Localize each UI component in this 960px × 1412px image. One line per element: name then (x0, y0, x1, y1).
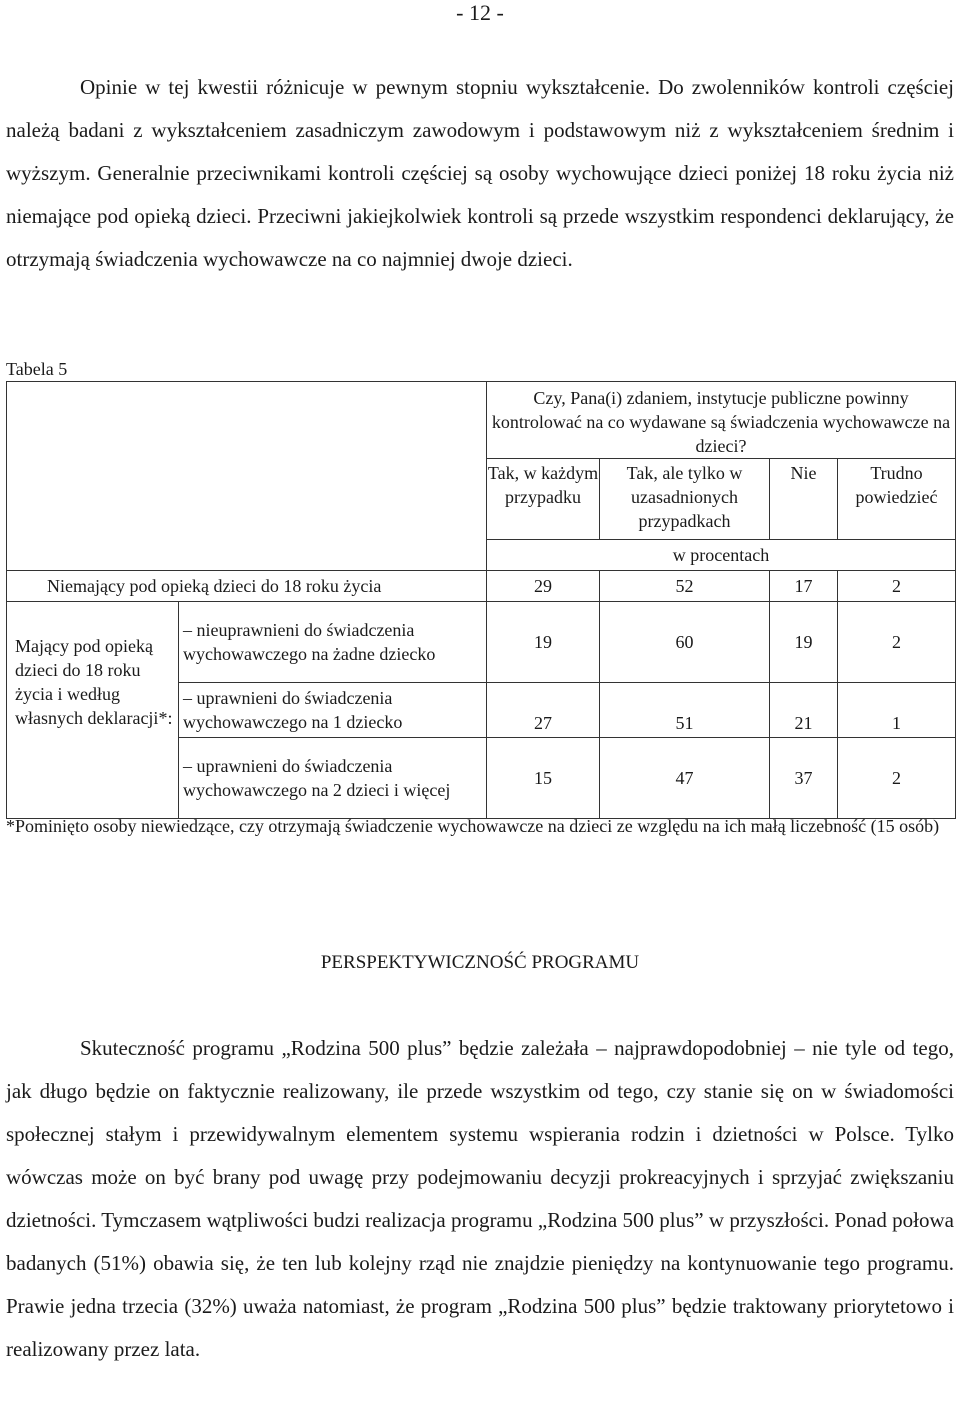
section-heading: PERSPEKTYWICZNOŚĆ PROGRAMU (320, 952, 640, 973)
survey-table (6, 381, 956, 819)
table-cell: 15 (487, 738, 600, 819)
table-cell: 51 (600, 683, 770, 738)
table-cell: 29 (487, 571, 600, 602)
column-header-hard-to-say: Trudno powiedzieć (838, 459, 956, 540)
table-cell: 2 (838, 602, 956, 683)
table-cell: 52 (600, 571, 770, 602)
table-corner-cell (7, 382, 487, 571)
column-header-yes-always: Tak, w każdym przypadku (487, 459, 600, 540)
paragraph-program-perspective: Skuteczność programu „Rodzina 500 plus” będzie zależała – najprawdopodobniej – nie tyle od tego, jak długo będzie on faktycznie realizowany, ile przede wszystkim od tego, czy stanie się on w świadomości społecznej stałym i przewidywalnym elementem systemu wspierania rodzin i dzietności w Polsce. Tylko wówczas może on być brany pod uwagę przy podejmowaniu decyzji prokreacyjnych i sprzyjać zwiększaniu dzietności. Tymczasem wątpliwości budzi realizacja programu „Rodzina 500 plus” w przyszłości. Ponad połowa badanych (51%) obawia się, że ten lub kolejny rząd nie znajdzie pieniędzy na kontynuowanie tego programu. Prawie jedna trzecia (32%) uważa natomiast, że program „Rodzina 500 plus” będzie traktowany priorytetowo i realizowany przez lata. (6, 1036, 954, 1361)
column-header-yes-justified: Tak, ale tylko w uzasadnionych przypadkach (600, 459, 770, 540)
table-cell: 21 (770, 683, 838, 738)
page-number: - 12 - (456, 0, 504, 25)
table-cell: 2 (838, 738, 956, 819)
paragraph-education: Opinie w tej kwestii różnicuje w pewnym stopniu wykształcenie. Do zwolenników kontroli częściej należą badani z wykształceniem zasadniczym zawodowym i podstawowym niż z wykształceniem średnim i wyższym. Generalnie przeciwnikami kontroli częściej są osoby wychowujące dzieci poniżej 18 roku życia niż niemające pod opieką dzieci. Przeciwni jakiejkolwiek kontroli są przede wszystkim respondenci deklarujący, że otrzymają świadczenia wychowawcze na co najmniej dwoje dzieci. (6, 75, 954, 271)
subrow-label-two-children: – uprawnieni do świadczenia wychowawczego na 2 dzieci i więcej (179, 738, 487, 819)
table-caption: Tabela 5 (6, 359, 68, 379)
table-cell: 2 (838, 571, 956, 602)
table-cell: 47 (600, 738, 770, 819)
subrow-label-one-child: – uprawnieni do świadczenia wychowawczego na 1 dziecko (179, 683, 487, 738)
table-cell: 1 (838, 683, 956, 738)
question-header: Czy, Pana(i) zdaniem, instytucje publiczne powinny kontrolować na co wydawane są świadczenia wychowawcze na dzieci? (487, 382, 956, 459)
unit-header: w procentach (487, 540, 956, 571)
column-header-no: Nie (770, 459, 838, 540)
table-cell: 60 (600, 602, 770, 683)
row-label-no-children: Niemający pod opieką dzieci do 18 roku życia (7, 571, 487, 602)
table-footnote: *Pominięto osoby niewiedzące, czy otrzymają świadczenie wychowawcze na dzieci ze względu na ich małą liczebność (15 osób) (6, 816, 940, 836)
table-cell: 27 (487, 683, 600, 738)
table-cell: 37 (770, 738, 838, 819)
subrow-label-not-entitled: – nieuprawnieni do świadczenia wychowawczego na żadne dziecko (179, 602, 487, 683)
table-cell: 19 (770, 602, 838, 683)
group-label-with-children: Mający pod opieką dzieci do 18 roku życia i według własnych deklaracji*: (7, 602, 179, 819)
table-cell: 17 (770, 571, 838, 602)
table-cell: 19 (487, 602, 600, 683)
